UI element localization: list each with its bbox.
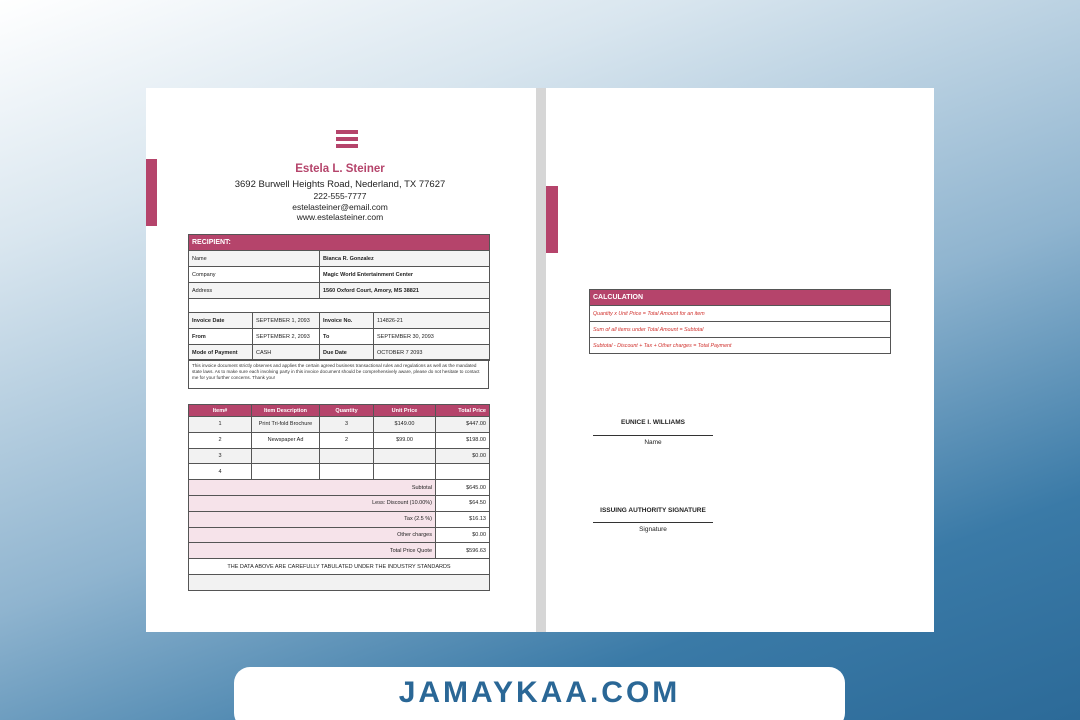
table-row: [189, 417, 490, 433]
recipient-address-label: Address: [189, 283, 320, 299]
table-footer-note: THE DATA ABOVE ARE CAREFULLY TABULATED UNDER THE INDUSTRY STANDARDS: [189, 559, 490, 575]
name-line: [593, 435, 713, 436]
recipient-company: Magic World Entertainment Center: [320, 267, 490, 283]
page-1-accent-tab: [146, 159, 157, 226]
other-charges-value: $0.00: [436, 527, 490, 543]
due-date-label: Due Date: [320, 345, 374, 361]
item-total-price: $198.00: [436, 432, 490, 448]
table-row: [189, 432, 490, 448]
item-description: [252, 448, 320, 464]
item-total-price: [436, 464, 490, 480]
item-quantity: [320, 464, 374, 480]
invoice-no: 114826-21: [374, 313, 490, 329]
item-unit-price: $149.00: [374, 417, 436, 433]
watermark-text: JAMAYKAA.COM: [398, 676, 681, 709]
item-unit-price: [374, 448, 436, 464]
tax-value: $16.13: [436, 511, 490, 527]
col-header-unit-price: Unit Price: [374, 405, 436, 417]
table-row: [189, 448, 490, 464]
item-unit-price: $99.00: [374, 432, 436, 448]
recipient-address: 1560 Oxford Court, Amory, MS 38821: [320, 283, 490, 299]
recipient-company-label: Company: [189, 267, 320, 283]
payment-mode-label: Mode of Payment: [189, 345, 253, 361]
calculation-row: Quantity x Unit Price = Total Amount for an item: [590, 306, 891, 322]
invoice-page-2: [546, 88, 934, 632]
discount-value: $64.50: [436, 495, 490, 511]
invoice-date: SEPTEMBER 1, 2093: [253, 313, 320, 329]
items-table: [188, 404, 490, 591]
item-unit-price: [374, 464, 436, 480]
item-description: [252, 464, 320, 480]
item-no: 4: [189, 464, 252, 480]
discount-label: Less: Discount (10.00%): [189, 495, 436, 511]
calculation-row: Subtotal - Discount + Tax + Other charges = Total Payment: [590, 338, 891, 354]
invoice-from: SEPTEMBER 2, 2093: [253, 329, 320, 345]
signer-name: EUNICE I. WILLIAMS: [621, 419, 685, 426]
terms-note: This invoice document strictly observes and applies the certain agreed business transactional rules and regulations as well as the mandated state laws. As to make sure each involving party in this invoice document should be comprehensively aware, please do not hesitate to contact me for your further concerns. Thank you!: [188, 359, 489, 389]
signature-caption: Signature: [639, 526, 667, 533]
company-logo-icon: [336, 130, 358, 148]
sender-phone: 222-555-7777: [313, 191, 367, 201]
calculation-row: Sum of all items under Total Amount = Subtotal: [590, 322, 891, 338]
total-quote-label: Total Price Quote: [189, 543, 436, 559]
item-description: Print Tri-fold Brochure: [252, 417, 320, 433]
name-caption: Name: [644, 439, 662, 446]
invoice-no-label: Invoice No.: [320, 313, 374, 329]
item-no: 3: [189, 448, 252, 464]
item-quantity: 2: [320, 432, 374, 448]
table-blank-row: [189, 574, 490, 590]
other-charges-label: Other charges: [189, 527, 436, 543]
subtotal-value: $645.00: [436, 480, 490, 496]
payment-mode: CASH: [253, 345, 320, 361]
recipient-table: [188, 234, 490, 315]
tax-label: Tax (2.5 %): [189, 511, 436, 527]
signature-line: [593, 522, 713, 523]
calculation-table: [589, 289, 891, 354]
due-date: OCTOBER 7 2093: [374, 345, 490, 361]
authority-signature-label: ISSUING AUTHORITY SIGNATURE: [600, 507, 706, 514]
sender-email: estelasteiner@email.com: [292, 202, 388, 212]
recipient-name-label: Name: [189, 251, 320, 267]
item-total-price: $447.00: [436, 417, 490, 433]
item-total-price: $0.00: [436, 448, 490, 464]
page-gutter: [536, 88, 546, 632]
subtotal-label: Subtotal: [189, 480, 436, 496]
page-2-accent-tab: [546, 186, 558, 253]
item-description: Newspaper Ad: [252, 432, 320, 448]
recipient-name: Bianca R. Gonzalez: [320, 251, 490, 267]
invoice-to-label: To: [320, 329, 374, 345]
item-no: 2: [189, 432, 252, 448]
invoice-from-label: From: [189, 329, 253, 345]
col-header-total-price: Total Price: [436, 405, 490, 417]
sender-address: 3692 Burwell Heights Road, Nederland, TX 77627: [234, 179, 446, 190]
sender-name: Estela L. Steiner: [295, 163, 385, 175]
sender-website: www.estelasteiner.com: [296, 212, 384, 222]
calculation-heading: CALCULATION: [590, 290, 891, 306]
item-quantity: 3: [320, 417, 374, 433]
col-header-description: Item Description: [252, 405, 320, 417]
invoice-to: SEPTEMBER 30, 2093: [374, 329, 490, 345]
col-header-quantity: Quantity: [320, 405, 374, 417]
table-row: [189, 464, 490, 480]
invoice-date-label: Invoice Date: [189, 313, 253, 329]
invoice-info-table: [188, 312, 490, 361]
total-quote-value: $596.63: [436, 543, 490, 559]
item-no: 1: [189, 417, 252, 433]
col-header-item-no: Item#: [189, 405, 252, 417]
recipient-heading: RECIPIENT:: [189, 235, 490, 251]
item-quantity: [320, 448, 374, 464]
